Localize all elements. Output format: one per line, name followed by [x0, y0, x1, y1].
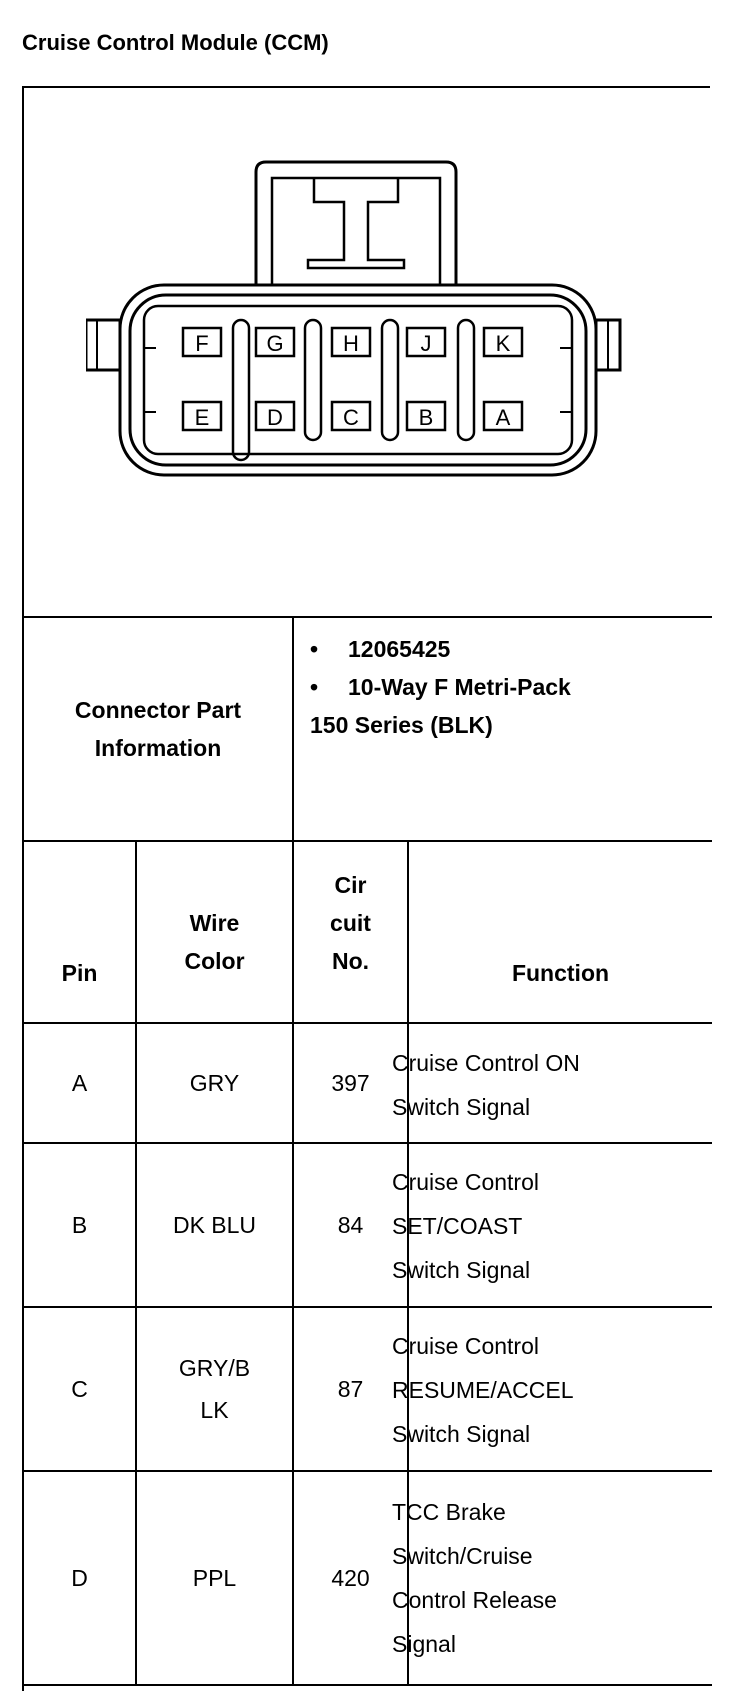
table-row-circuit: 397 [331, 1069, 370, 1096]
table-row-function [392, 1041, 580, 1129]
table-row-circuit: 87 [337, 1375, 364, 1402]
table-row-wire-color [137, 1308, 292, 1470]
table-row-pin: A [71, 1069, 88, 1096]
function-line: Switch Signal [392, 1094, 531, 1120]
table-row-wire-color: GRY [189, 1069, 240, 1096]
table-row-wire-color: PPL [192, 1564, 237, 1591]
svg-text:H: H [343, 331, 359, 356]
bullet: • [310, 674, 319, 700]
header-wire-color-line: Color [184, 948, 245, 974]
wire-color-line: GRY/B [178, 1355, 251, 1381]
connector-part-label-line: Connector Part [74, 697, 242, 723]
connector-part-label-line: Information [94, 735, 222, 761]
svg-text:E: E [194, 405, 210, 430]
svg-text:J: J [420, 331, 432, 356]
function-line: Signal [392, 1631, 456, 1657]
table-row-pin: C [71, 1375, 88, 1402]
function-line: Cruise Control ON [392, 1050, 580, 1076]
svg-text:K: K [495, 331, 511, 356]
part-number: 12065425 [348, 636, 451, 662]
svg-text:D: D [267, 405, 283, 430]
header-wire-color [137, 904, 292, 980]
table-row-circuit: 84 [337, 1211, 364, 1238]
function-line: Switch Signal [392, 1421, 531, 1447]
connector-diagram [86, 148, 646, 508]
svg-text:C: C [343, 405, 359, 430]
connector-type: 10-Way F Metri-Pack [348, 674, 571, 700]
header-wire-color-line: Wire [189, 910, 240, 936]
header-circuit-line: cuit [330, 910, 371, 936]
divider [24, 1684, 712, 1686]
table-row-function [392, 1160, 539, 1292]
page-title: Cruise Control Module (CCM) [22, 30, 329, 55]
function-line: Switch/Cruise [392, 1543, 533, 1569]
function-line: Cruise Control [392, 1333, 539, 1359]
svg-text:G: G [266, 331, 284, 356]
function-line: Switch Signal [392, 1257, 531, 1283]
wire-color-line: LK [200, 1397, 229, 1423]
function-line: Control Release [392, 1587, 557, 1613]
function-line: RESUME/ACCEL [392, 1377, 574, 1403]
table-row-wire-color: DK BLU [172, 1211, 257, 1238]
function-line: Cruise Control [392, 1169, 539, 1195]
table-row-pin: D [71, 1564, 88, 1591]
header-function: Function [511, 960, 610, 986]
table-row-pin: B [71, 1211, 88, 1238]
function-line: SET/COAST [392, 1213, 523, 1239]
header-circuit-line: No. [331, 948, 370, 974]
table-row-function [392, 1490, 557, 1666]
connector-part-label [24, 618, 292, 840]
function-line: TCC Brake [392, 1499, 506, 1525]
header-circuit-line: Cir [334, 872, 367, 898]
table-row-circuit: 420 [331, 1564, 370, 1591]
bullet: • [310, 636, 319, 662]
header-circuit-no [294, 866, 407, 980]
svg-text:A: A [495, 405, 511, 430]
svg-text:F: F [195, 331, 209, 356]
header-pin: Pin [61, 960, 98, 986]
connector-table [22, 86, 710, 1691]
svg-text:B: B [418, 405, 434, 430]
connector-series: 150 Series (BLK) [310, 712, 493, 738]
table-row-function [392, 1324, 573, 1456]
divider [24, 840, 712, 842]
